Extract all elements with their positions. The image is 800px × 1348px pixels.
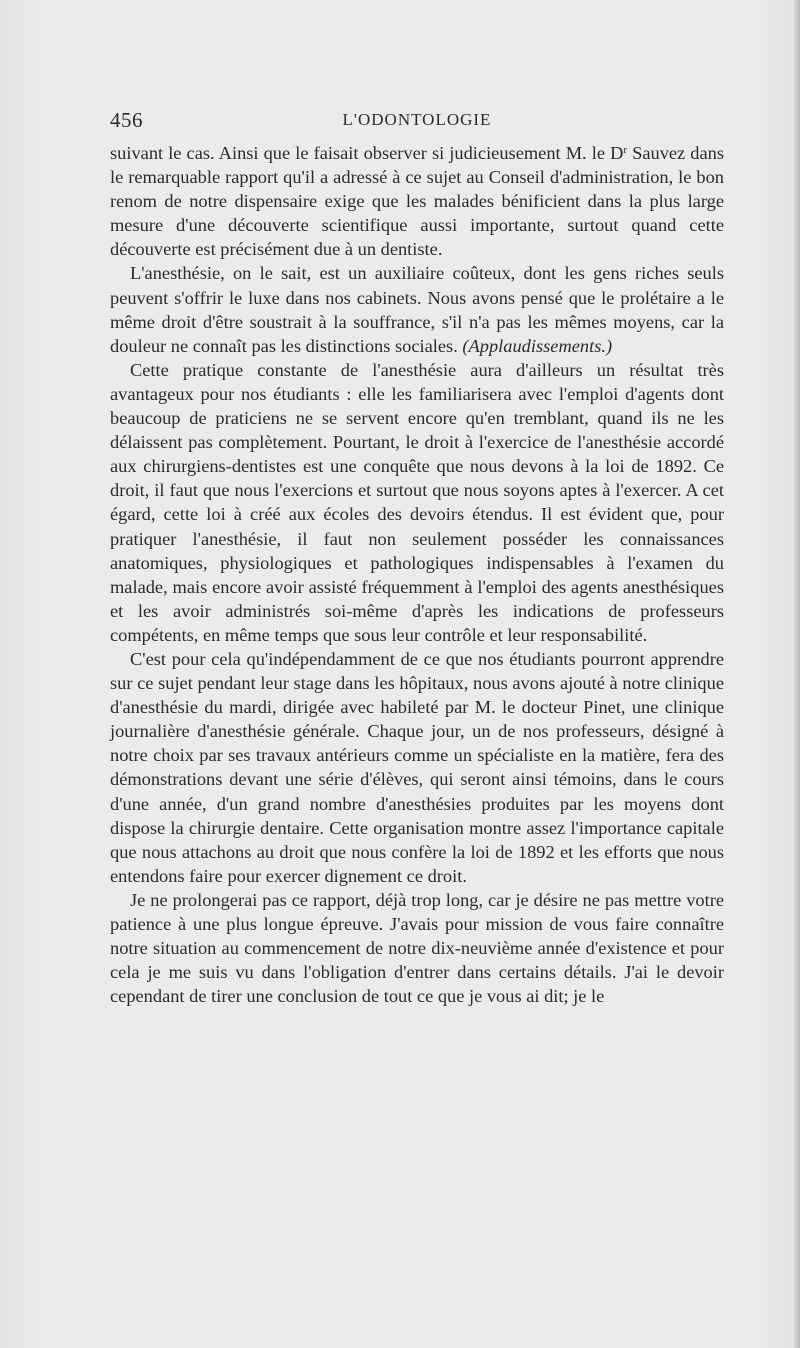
doctor-abbrev-superscript: r [623,144,628,156]
paragraph-3: Cette pratique constante de l'anesthésie aura d'ailleurs un résultat très avantageux pour nos étudiants : elle les familiarisera avec l'emploi d'agents dont beaucoup de praticiens ne se servent encore qu'en tremblant, quand ils ne les délaissent pas complètement. Pourtant, le droit à l'exercice de l'anesthésie accordé aux chirurgiens-dentistes est une conquête que nous devons à la loi de 1892. Ce droit, il faut que nous l'exercions et surtout que nous soyons aptes à l'exercer. A cet égard, cette loi à créé aux écoles des devoirs étendus. Il est évident que, pour pratiquer l'anesthésie, il faut non seulement posséder les connaissances anatomiques, physiologiques et pathologiques indispensables à l'examen du malade, mais encore avoir assisté fréquemment à l'emploi des agents anesthésiques et les avoir administrés soi-même d'après les indications de professeurs compétents, en même temps que sous leur contrôle et leur responsabilité. [110,359,724,645]
paragraph-2-text: L'anesthésie, on le sait, est un auxiliaire coûteux, dont les gens riches seuls peuvent s'offrir le luxe dans nos cabinets. Nous avons pensé que le prolétaire a le même droit d'être soustrait à la souffrance, s'il n'a pas les mêmes moyens, car la douleur ne connaît pas les distinctions sociales. [110,263,724,356]
paragraph-1-text-a: suivant le cas. Ainsi que le faisait observer si judicieusement M. le D [110,143,624,163]
body-text [110,141,724,1008]
paragraph-1 [110,141,724,261]
page-edge-shadow [794,0,800,1348]
paragraph-4: C'est pour cela qu'indépendamment de ce que nos étudiants pourront apprendre sur ce sujet pendant leur stage dans les hôpitaux, nous avons ajouté à notre clinique d'anesthésie du mardi, dirigée avec habileté par M. le docteur Pinet, une clinique journalière d'anesthésie générale. Chaque jour, un de nos professeurs, désigné à notre choix par ses travaux antérieurs comme un spécialiste en la matière, fera des démonstrations devant une série d'élèves, qui seront ainsi témoins, dans le cours d'une année, d'un grand nombre d'anesthésies produites par les moyens dont dispose la chirurgie dentaire. Cette organisation montre assez l'importance capitale que nous attachons au droit que nous confère la loi de 1892 et les efforts que nous entendons faire pour exercer dignement ce droit. [110,648,724,886]
running-title: L'ODONTOLOGIE [342,110,492,129]
page-number: 456 [110,108,143,132]
paragraph-5: Je ne prolongerai pas ce rapport, déjà trop long, car je désire ne pas mettre votre patience à une plus longue épreuve. J'avais pour mission de vous faire connaître notre situation au commencement de notre dix-neuvième année d'existence et pour cela je me suis vu dans l'obligation d'entrer dans certains détails. J'ai le devoir cependant de tirer une conclusion de tout ce que je vous ai dit; je le [110,889,724,1007]
page-header [110,108,724,138]
applause-note: (Applaudissements.) [457,335,613,356]
paragraph-1-text-b: Sauvez dans le remarquable rapport qu'il a adressé à ce sujet au Conseil d'administration, le bon renom de notre dispensaire exige que les malades bénificient dans la plus large mesure d'une découverte scientifique aussi importante, surtout quand cette découverte est précisément due à un dentiste. [110,143,724,260]
paragraph-2 [110,261,724,357]
